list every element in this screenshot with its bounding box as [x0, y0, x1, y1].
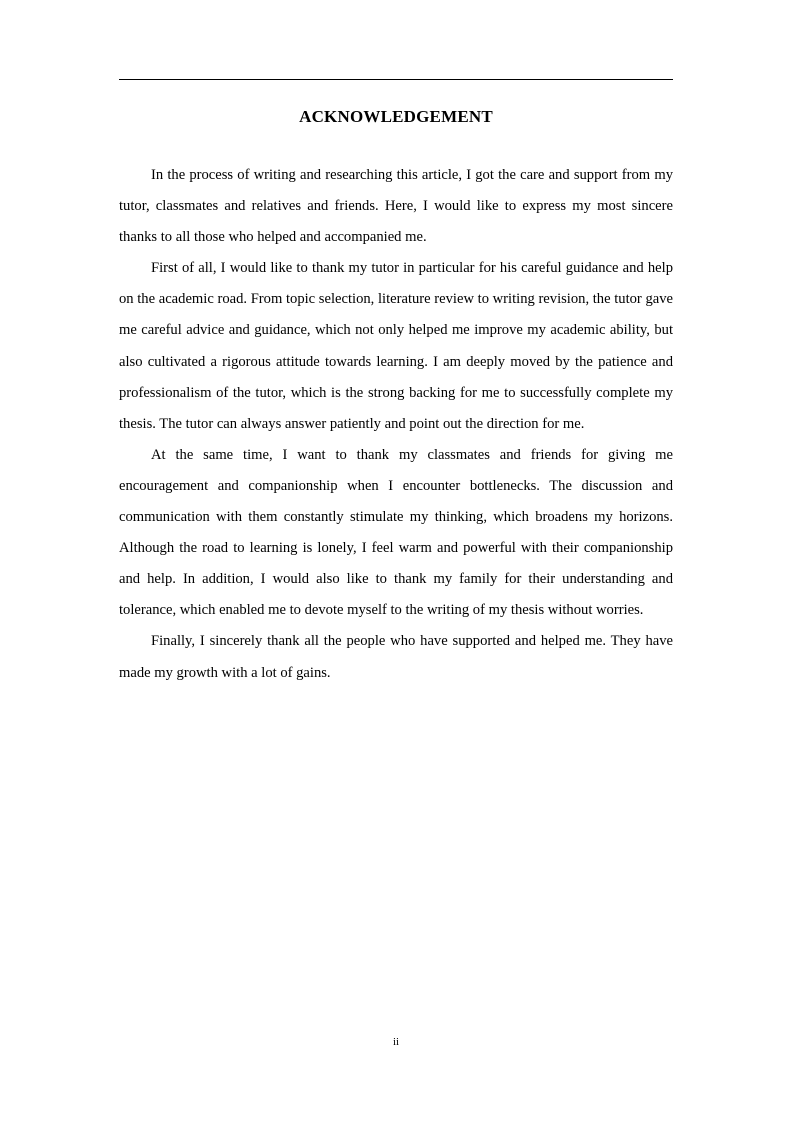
header-rule: [119, 79, 673, 80]
page-number: ii: [392, 1036, 400, 1048]
paragraph-2: First of all, I would like to thank my tutor in particular for his careful guidance and help on the academic road. From topic selection, literature review to writing revision, the tutor gave me careful advice and guidance, which not only helped me improve my academic ability, but also cultivated a rigorous attitude towards learning. I am deeply moved by the patience and professionalism of the tutor, which is the strong backing for me to successfully complete my thesis. The tutor can always answer patiently and point out the direction for me.: [119, 260, 673, 432]
paragraph-3: At the same time, I want to thank my classmates and friends for giving me encouragement and companionship when I encounter bottlenecks. The discussion and communication with them constantly stimulate my thinking, which broadens my horizons. Although the road to learning is lonely, I feel warm and powerful with their companionship and help. In addition, I would also like to thank my family for their understanding and tolerance, which enabled me to devote myself to the writing of my thesis without worries.: [119, 446, 673, 619]
paragraph-4: Finally, I sincerely thank all the people who have supported and helped me. They have made my growth with a lot of gains.: [119, 633, 673, 681]
body-text: [119, 160, 673, 689]
paragraph-1: In the process of writing and researching this article, I got the care and support from my tutor, classmates and relatives and friends. Here, I would like to express my most sincere thanks to all those who helped and accompanied me.: [119, 167, 673, 246]
page-title: ACKNOWLEDGEMENT: [299, 107, 493, 126]
